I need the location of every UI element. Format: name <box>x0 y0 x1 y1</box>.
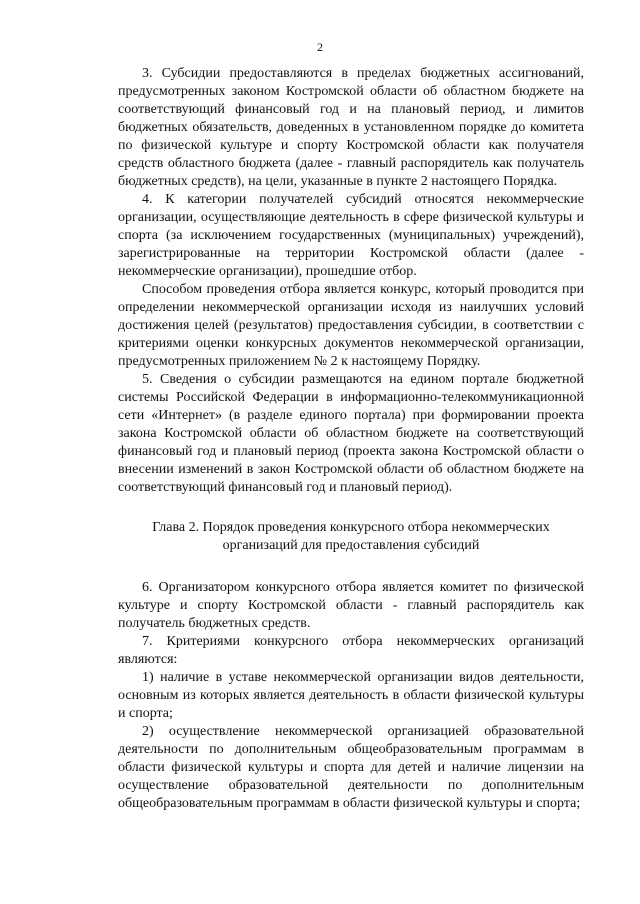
paragraph-7: 7. Критериями конкурсного отбора некоммерческих организаций являются: <box>118 634 584 667</box>
paragraph-selection-method: Способом проведения отбора является конкурс, который проводится при определении некоммерческой организации исходя из наилучших условий достижения целей (результатов) предоставления субсидии, в соответствии с критериями оценки конкурсных документов некоммерческой организации, предусмотренных приложением № 2 к настоящему Порядку. <box>118 282 584 369</box>
paragraph-6: 6. Организатором конкурсного отбора является комитет по физической культуре и спорту Костромской области - главный распорядитель как получатель бюджетных средств. <box>118 580 584 631</box>
chapter-heading-line-1: Глава 2. Порядок проведения конкурсного отбора некоммерческих <box>152 520 550 535</box>
list-item-1: 1) наличие в уставе некоммерческой организации видов деятельности, основным из которых является деятельность в области физической культуры и спорта; <box>118 670 584 721</box>
list-item-2: 2) осуществление некоммерческой организацией образовательной деятельности по дополнительным общеобразовательным программам в области физической культуры и спорта для детей и наличие лицензии на осуществление образовательной деятельности по дополнительным общеобразовательным программам в области физической культуры и спорта; <box>118 724 584 811</box>
chapter-heading-line-2: организаций для предоставления субсидий <box>222 538 480 553</box>
paragraph-4: 4. К категории получателей субсидий относятся некоммерческие организации, осуществляющие деятельность в сфере физической культуры и спорта (за исключением государственных (муниципальных) учреждений), зарегистрированные на территории Костромской области (далее - некоммерческие организации), прошедшие отбор. <box>118 192 584 279</box>
chapter-heading <box>118 519 584 555</box>
document-body <box>118 65 584 813</box>
paragraph-5: 5. Сведения о субсидии размещаются на едином портале бюджетной системы Российской Федерации в информационно-телекоммуникационной сети «Интернет» (в разделе единого портала) при формировании проекта закона Костромской области об областном бюджете на соответствующий финансовый год и плановый период (проекта закона Костромской области о внесении изменений в закон Костромской области об областном бюджете на соответствующий финансовый год и плановый период). <box>118 372 584 495</box>
page-number: 2 <box>317 40 323 54</box>
paragraph-3: 3. Субсидии предоставляются в пределах бюджетных ассигнований, предусмотренных законом Костромской области об областном бюджете на соответствующий финансовый год и на плановый период, и лимитов бюджетных обязательств, доведенных в установленном порядке до комитета по физической культуре и спорту Костромской области как получателя средств областного бюджета (далее - главный распорядитель как получатель бюджетных средств), на цели, указанные в пункте 2 настоящего Порядка. <box>118 66 584 189</box>
